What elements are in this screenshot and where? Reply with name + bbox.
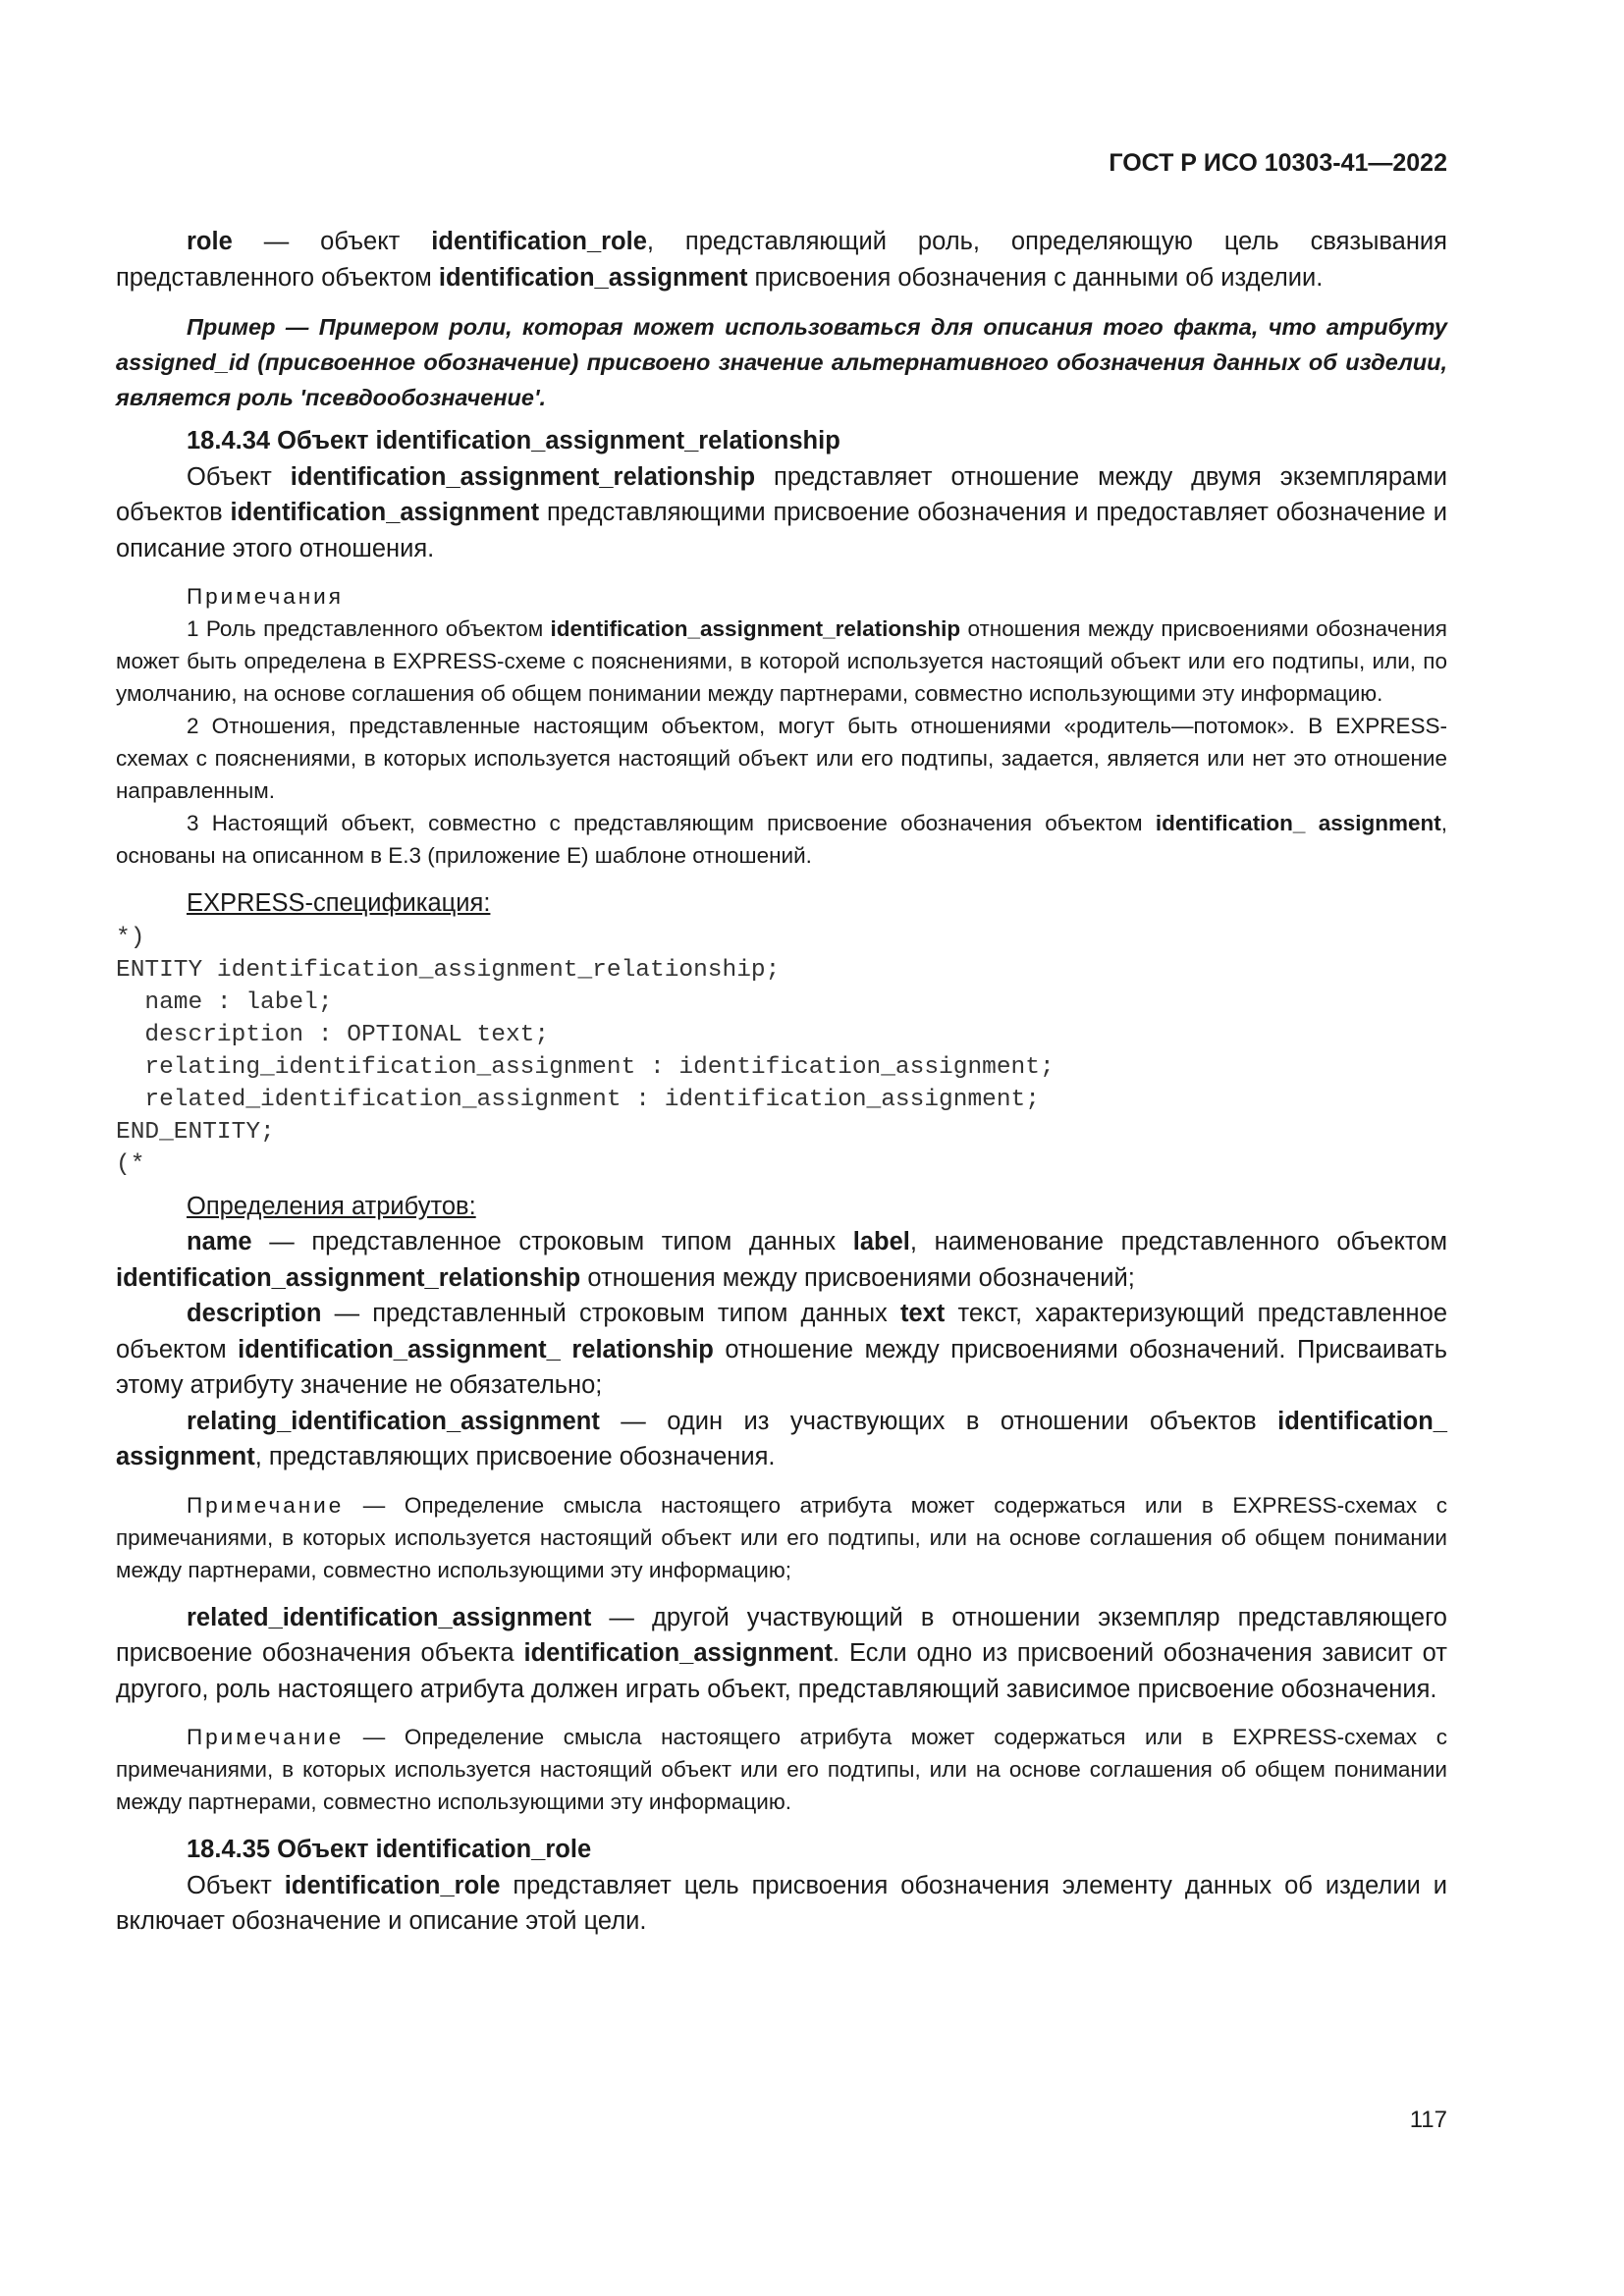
attr-desc-entity: identification_assignment_ relationship (238, 1335, 714, 1363)
attr-name-type: label (852, 1228, 910, 1255)
note-relating-text: — Определение смысла настоящего атрибута может содержаться или в EXPRESS-схемах с примечаниями, в которых используется настоящий объект или его подтипы, или на основе соглашения об общем понимании между партнерами, совместно использующими эту информацию; (116, 1492, 1447, 1582)
role-definition (116, 224, 1447, 295)
code-line: *) (116, 924, 145, 951)
attr-desc-text-2: текст, характеризующий представленное объектом (116, 1300, 1447, 1363)
code-line: (* (116, 1150, 145, 1178)
code-line: relating_identification_assignment : identification_assignment; (116, 1053, 1055, 1081)
note-3-entity: identification_ assignment (1155, 811, 1441, 835)
attr-relating-term: relating_identification_assignment (187, 1407, 600, 1435)
attr-name-entity: identification_assignment_relationship (116, 1263, 581, 1292)
s34-assignment-ref: identification_assignment (230, 499, 540, 526)
attr-related-text-2: . Если одно из присвоений обозначения зависит от другого, роль настоящего атрибута должен играть объект, представляющий зависимое присвоение обозначения. (116, 1639, 1447, 1703)
note-3 (116, 807, 1447, 872)
attr-relating-text-1: — один из участвующих в отношении объектов (599, 1407, 1278, 1435)
note-1 (116, 613, 1447, 710)
example-paragraph: Пример — Примером роли, которая может использоваться для описания того факта, что атрибуту assigned_id (присвоенное обозначение) присвоено значение альтернативного обозначения данных об изделии, является роль 'псевдообозначение'. (116, 314, 1447, 410)
note-3-text-1: 3 Настоящий объект, совместно с представляющим присвоение обозначения объектом (187, 811, 1156, 835)
note-2: 2 Отношения, представленные настоящим объектом, могут быть отношениями «родитель—потомок». В EXPRESS-схемах с пояснениями, в которых используется настоящий объект или его подтипы, задается, является или нет это отношение направленным. (116, 714, 1447, 803)
s35-entity: identification_role (284, 1871, 501, 1899)
note-1-entity: identification_assignment_relationship (550, 616, 961, 641)
attr-name-definition (116, 1224, 1447, 1296)
code-line: ENTITY identification_assignment_relationship; (116, 956, 781, 984)
code-line: name : label; (116, 988, 333, 1016)
note-relating (116, 1489, 1447, 1586)
note-related-text: — Определение смысла настоящего атрибута может содержаться или в EXPRESS-схемах с примечаниями, в которых используется настоящий объект или его подтипы, или на основе соглашения об общем понимании между партнерами, совместно использующими эту информацию. (116, 1725, 1447, 1814)
page-body (116, 224, 1447, 1940)
attr-relating-entity: identification_ assignment (116, 1407, 1447, 1470)
role-text-1: — объект (232, 228, 432, 255)
code-line: description : OPTIONAL text; (116, 1021, 550, 1048)
page-number: 117 (1409, 2107, 1447, 2133)
attr-related-definition (116, 1600, 1447, 1708)
attr-name-text-1: — представленное строковым типом данных (251, 1228, 853, 1255)
note-1-text-1: 1 Роль представленного объектом (187, 616, 551, 641)
s34-text-2: представляет отношение между двумя экземплярами объектов (116, 462, 1448, 526)
express-spec-label: EXPRESS-спецификация: (187, 889, 491, 917)
code-line: related_identification_assignment : identification_assignment; (116, 1086, 1040, 1113)
attribute-definitions-label: Определения атрибутов: (187, 1192, 476, 1220)
attr-related-term: related_identification_assignment (187, 1603, 592, 1631)
express-code-block (116, 922, 1447, 1181)
role-entity-ref: identification_role (431, 228, 647, 255)
section-heading-18-4-34: 18.4.34 Объект identification_assignment_relationship (187, 427, 840, 454)
note-related (116, 1721, 1447, 1818)
s34-text-1: Объект (187, 462, 291, 491)
note-related-label: Примечание (187, 1725, 345, 1749)
section-34-text (116, 459, 1447, 567)
attr-desc-text-1: — представленный строковым типом данных (321, 1300, 900, 1327)
note-3-text-2: , основаны на описанном в Е.3 (приложение Е) шаблоне отношений. (116, 811, 1447, 868)
note-1-text-2: отношения между присвоениями обозначения может быть определена в EXPRESS-схеме с пояснениями, в которой используется настоящий объект или его подтипы, или, по умолчанию, на основе соглашения об общем понимании между партнерами, совместно использующими эту информацию. (116, 616, 1447, 706)
s34-entity: identification_assignment_relationship (290, 462, 756, 491)
role-term: role (187, 228, 233, 255)
s35-text-1: Объект (187, 1871, 285, 1899)
standard-id-header: ГОСТ Р ИСО 10303-41—2022 (1109, 149, 1447, 177)
attr-name-term: name (187, 1228, 252, 1255)
attr-relating-definition (116, 1404, 1447, 1475)
section-heading-18-4-35: 18.4.35 Объект identification_role (187, 1836, 592, 1863)
attr-desc-type: text (899, 1300, 946, 1327)
note-relating-label: Примечание (187, 1492, 345, 1518)
attr-desc-text-3: отношение между присвоениями обозначений. Присваивать этому атрибуту значение не обязательно; (116, 1335, 1447, 1399)
attr-related-text-1: — другой участвующий в отношении экземпляр представляющего присвоение обозначения объекта (116, 1603, 1447, 1667)
role-assignment-ref: identification_assignment (438, 263, 748, 292)
notes-title: Примечания (187, 584, 344, 609)
role-text-2: , представляющий роль, определяющую цель связывания представленного объектом (116, 228, 1447, 292)
role-text-3: присвоения обозначения с данными об изделии. (747, 263, 1324, 292)
section-35-text (116, 1868, 1447, 1940)
attr-related-entity: identification_assignment (523, 1639, 834, 1667)
attr-name-text-2: , наименование представленного объектом (909, 1228, 1447, 1255)
attr-relating-text-2: , представляющих присвоение обозначения. (254, 1443, 776, 1470)
attr-desc-term: description (187, 1300, 322, 1327)
s34-text-3: представляющими присвоение обозначения и предоставляет обозначение и описание этого отношения. (116, 499, 1447, 562)
attr-description-definition (116, 1296, 1447, 1404)
s35-text-2: представляет цель присвоения обозначения элементу данных об изделии и включает обозначение и описание этой цели. (116, 1871, 1447, 1935)
attr-name-text-3: отношения между присвоениями обозначений; (580, 1263, 1135, 1292)
code-line: END_ENTITY; (116, 1118, 275, 1146)
